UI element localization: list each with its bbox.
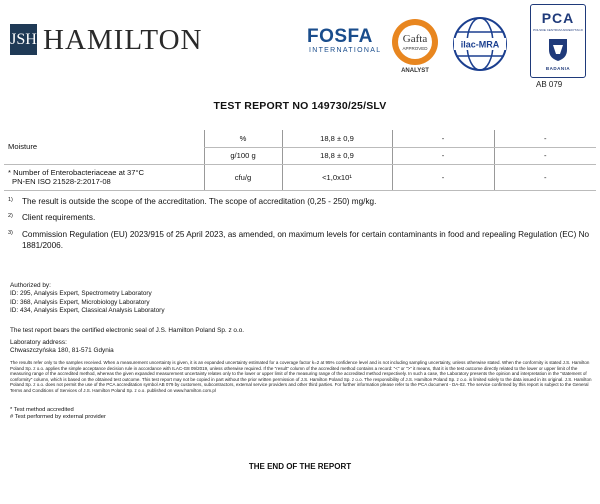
parameter-cell: [4, 164, 204, 190]
footnote-number: 2): [8, 213, 13, 219]
result-cell: 18,8 ± 0,9: [282, 130, 392, 147]
result-cell: <1,0x10¹: [282, 164, 392, 190]
method-legend: [10, 407, 106, 421]
footnote-text: The result is outside the scope of the accreditation. The scope of accreditation (0,25 - 250) mg/kg.: [22, 197, 377, 206]
hamilton-logo-mark: JSH: [10, 24, 37, 55]
unit-cell: g/100 g: [204, 147, 282, 164]
report-header: [0, 0, 600, 92]
table-row: [4, 164, 596, 190]
footnote-text: Client requirements.: [22, 213, 96, 222]
pca-accreditation-badge: [530, 4, 586, 78]
hamilton-brand-name: HAMILTON: [43, 24, 203, 56]
parameter-name: * Number of Enterobacteriaceae at 37°C: [8, 168, 145, 177]
authorized-line: ID: 368, Analysis Expert, Microbiology Laboratory: [10, 298, 150, 306]
limit-cell: -: [392, 130, 494, 147]
gafta-caption: ANALYST: [401, 68, 429, 74]
lab-address-line: Chwaszczyńska 180, 81-571 Gdynia: [10, 347, 114, 355]
footnote-number: 3): [8, 230, 13, 236]
conformity-cell: -: [494, 164, 596, 190]
ilac-mra-logo: [452, 16, 508, 72]
limit-cell: -: [392, 164, 494, 190]
pca-title: PCA: [541, 10, 575, 26]
authorized-block: [10, 282, 165, 316]
fosfa-logo: [307, 27, 385, 61]
legend-line: # Test performed by external provider: [10, 414, 106, 420]
table-row: [4, 130, 596, 147]
fosfa-subtitle: INTERNATIONAL: [309, 47, 382, 54]
limit-cell: -: [392, 147, 494, 164]
seal-note: The test report bears the certified electronic seal of J.S. Hamilton Poland Sp. z o.o.: [10, 327, 245, 334]
parameter-method: PN-EN ISO 21528-2:2017-08: [12, 177, 111, 186]
footnote: [8, 229, 590, 250]
lab-address-heading: Laboratory address:: [10, 339, 67, 346]
lab-address-block: [10, 339, 114, 356]
conformity-cell: -: [494, 147, 596, 164]
pca-accreditation-number: AB 079: [536, 80, 563, 89]
authorized-line: ID: 295, Analysis Expert, Spectrometry Laboratory: [10, 290, 152, 298]
results-table: [4, 130, 596, 191]
fosfa-title: FOSFA: [307, 26, 373, 47]
disclaimer-text: The results refer only to the samples received. When a measurement uncertainty is given, it is an expanded uncertainty estimated for a coverage factor k=2 at 95% confidence level and is not including sampling uncertainty, unless otherwise stated. When the conformity is stated J.S. Hamilton Poland Sp. z o.o. applies the simple acceptance decision rule in accordance with ILAC-G8 09/2019, unless otherwise required. If the "result" column of the accredited method contains a record: "<" or ">" it means, that it is the test outcome directly related to the lower or upper limit of the measuring range of the accredited method, whereas the given expanded measurement uncertainty relates only to the lower or upper limit of the measuring range of the accredited method respectively. In such a case, the Laboratory presents the opinion and interpretation in the "statement of conformity" column, which is based on the obtained test outcome. This test report may not be copied in part without the prior written permission of J.S. Hamilton Poland Sp. z o.o. The responsibility of J.S. Hamilton Poland Sp. z o.o. is limited solely to the data issued in its original. J.S. Hamilton Poland Sp. z o.o. does not permit the use of the PCA accreditation symbol AB 079 by customers, subcontractors, external service providers and other third parties. For further information please refer to the PCA document - DA-02. The service confirmed by this report is subject to the General Terms and Conditions of Services of J.S. Hamilton Poland Sp. z o.o. published on www.hamilton.com.pl: [10, 360, 592, 393]
pca-badania: BADANIA: [545, 66, 571, 71]
result-cell: 18,8 ± 0,9: [282, 147, 392, 164]
footnote: [8, 196, 377, 207]
gafta-approved: APPROVED: [402, 46, 428, 51]
unit-cell: cfu/g: [204, 164, 282, 190]
parameter-cell: Moisture: [4, 130, 204, 164]
conformity-cell: -: [494, 130, 596, 147]
pca-shield-icon: [548, 38, 568, 62]
unit-cell: %: [204, 130, 282, 147]
gafta-title: Gafta: [402, 33, 428, 45]
ilac-text: ilac-MRA: [460, 39, 500, 50]
authorized-line: ID: 434, Analysis Expert, Classical Analysis Laboratory: [10, 307, 165, 315]
footnote-number: 1): [8, 197, 13, 203]
report-title: TEST REPORT NO 149730/25/SLV: [213, 100, 387, 112]
pca-subtitle: POLSKIE CENTRUM AKREDYTACJI: [533, 28, 583, 32]
footnote: [8, 212, 96, 223]
authorized-heading: Authorized by:: [10, 282, 51, 289]
end-of-report: THE END OF THE REPORT: [248, 462, 352, 471]
footnote-text: Commission Regulation (EU) 2023/915 of 25 April 2023, as amended, on maximum levels for certain contaminants in food and repealing Regulation (EC) No 1881/2006.: [22, 230, 590, 250]
legend-line: * Test method accredited: [10, 407, 74, 413]
gafta-logo: [391, 18, 439, 66]
